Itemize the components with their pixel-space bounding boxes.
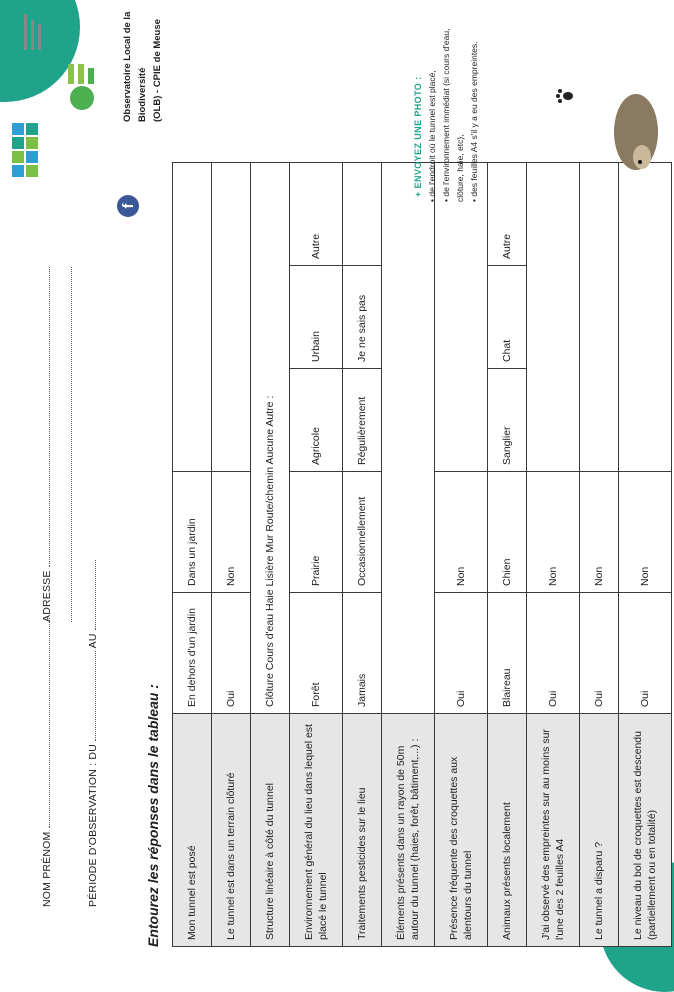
list-item: • de l'environnement immédiat (si cours d'eau, clôture, haie, etc), xyxy=(441,28,465,202)
name-label: NOM PRÉNOM xyxy=(41,831,53,907)
address-field-2[interactable] xyxy=(62,267,75,622)
period-label: PÉRIODE D'OBSERVATION : DU xyxy=(87,744,99,907)
partner-logo-icon xyxy=(20,12,46,52)
answer-cell[interactable]: Dans un jardin xyxy=(173,472,212,593)
question-cell: Le tunnel est dans un terrain clôturé xyxy=(212,714,251,947)
period-field[interactable] xyxy=(86,560,99,907)
hedgehog-icon xyxy=(600,87,660,177)
name-line xyxy=(40,618,50,828)
answer-cell[interactable]: Non xyxy=(527,472,580,593)
mission-herisson-logo-icon xyxy=(60,62,100,112)
address-line xyxy=(40,267,50,567)
question-cell: Mon tunnel est posé xyxy=(173,714,212,947)
olb-line-1: Observatoire Local de la Biodiversité xyxy=(122,11,148,122)
question-cell: J'ai observé des empreintes sur au moins sur l'une des 2 feuilles A4 xyxy=(527,714,580,947)
empty-cell xyxy=(173,163,212,472)
period-to-label: AU xyxy=(87,633,99,649)
instruction-heading: Entourez les réponses dans le tableau : xyxy=(145,684,161,947)
answer-cell[interactable]: Je ne sais pas xyxy=(343,266,382,369)
empty-cell xyxy=(435,163,488,472)
paw-print-icon xyxy=(555,88,575,104)
answer-cell[interactable]: Non xyxy=(212,472,251,593)
address-label: ADRESSE xyxy=(41,570,53,622)
answer-cell[interactable]: Oui xyxy=(527,593,580,714)
question-cell: Éléments présents dans un rayon de 50m autour du tunnel (haies, forêt, bâtiment,...) : xyxy=(382,714,435,947)
answers-table xyxy=(172,162,672,947)
address-field[interactable] xyxy=(40,267,53,622)
answer-cell[interactable]: Oui xyxy=(212,593,251,714)
empty-cell xyxy=(343,163,382,266)
answer-cell[interactable]: Autre xyxy=(488,163,527,266)
empty-cell xyxy=(212,163,251,472)
question-cell: Environnement général du lieu dans lequel est placé le tunnel xyxy=(290,714,343,947)
answer-cell[interactable]: Prairie xyxy=(290,472,343,593)
answer-cell[interactable]: Chat xyxy=(488,266,527,369)
answer-cell[interactable]: Blaireau xyxy=(488,593,527,714)
address-line-second xyxy=(62,267,72,622)
answer-cell[interactable]: Agricole xyxy=(290,369,343,472)
olb-credit xyxy=(120,0,165,122)
photo-list xyxy=(425,2,481,202)
answer-cell[interactable]: Régulièrement xyxy=(343,369,382,472)
answer-cell[interactable]: Non xyxy=(435,472,488,593)
question-cell: Structure linéaire à côté du tunnel xyxy=(251,714,290,947)
answer-cell[interactable]: Forêt xyxy=(290,593,343,714)
photo-title: + ENVOYEZ UNE PHOTO : xyxy=(413,76,423,197)
answer-cell[interactable]: Jamais xyxy=(343,593,382,714)
answer-cell[interactable]: Urbain xyxy=(290,266,343,369)
answer-cell[interactable]: Oui xyxy=(619,593,672,714)
question-cell: Animaux présents localement xyxy=(488,714,527,947)
answer-cell[interactable]: Autre xyxy=(290,163,343,266)
answer-cell[interactable]: En dehors d'un jardin xyxy=(173,593,212,714)
answer-cell[interactable]: Clôture Cours d'eau Haie Lisière Mur Route/chemin Aucune Autre : xyxy=(251,163,290,714)
answer-cell[interactable]: Occasionnellement xyxy=(343,472,382,593)
observatoire-logo-icon xyxy=(12,117,38,177)
answer-cell[interactable]: Chien xyxy=(488,472,527,593)
answer-cell[interactable]: Sanglier xyxy=(488,369,527,472)
answer-cell[interactable]: Oui xyxy=(580,593,619,714)
name-field[interactable] xyxy=(40,618,53,907)
list-item: • de l'endroit où le tunnel est placé, xyxy=(427,70,437,202)
period-from-line xyxy=(86,651,96,741)
period-to-line xyxy=(86,560,96,630)
meuse-label: MEUSE xyxy=(652,10,661,39)
empty-cell xyxy=(527,163,580,472)
cpie-logo-icon xyxy=(608,5,650,45)
list-item: • des feuilles A4 s'il y a eu des empreintes. xyxy=(469,41,479,202)
free-text-cell[interactable] xyxy=(382,163,435,714)
facebook-icon[interactable]: f xyxy=(117,195,139,217)
question-cell: Le niveau du bol de croquettes est descendu (partiellement ou en totalité) xyxy=(619,714,672,947)
answer-cell[interactable]: Non xyxy=(619,472,672,593)
olb-line-2: (OLB) - CPIE de Meuse xyxy=(152,19,163,122)
answer-cell[interactable]: Non xyxy=(580,472,619,593)
question-cell: Le tunnel a disparu ? xyxy=(580,714,619,947)
question-cell: Traitements pesticides sur le lieu xyxy=(343,714,382,947)
answer-cell[interactable]: Oui xyxy=(435,593,488,714)
empty-cell xyxy=(619,163,672,472)
empty-cell xyxy=(580,163,619,472)
question-cell: Présence fréquente des croquettes aux alentours du tunnel xyxy=(435,714,488,947)
